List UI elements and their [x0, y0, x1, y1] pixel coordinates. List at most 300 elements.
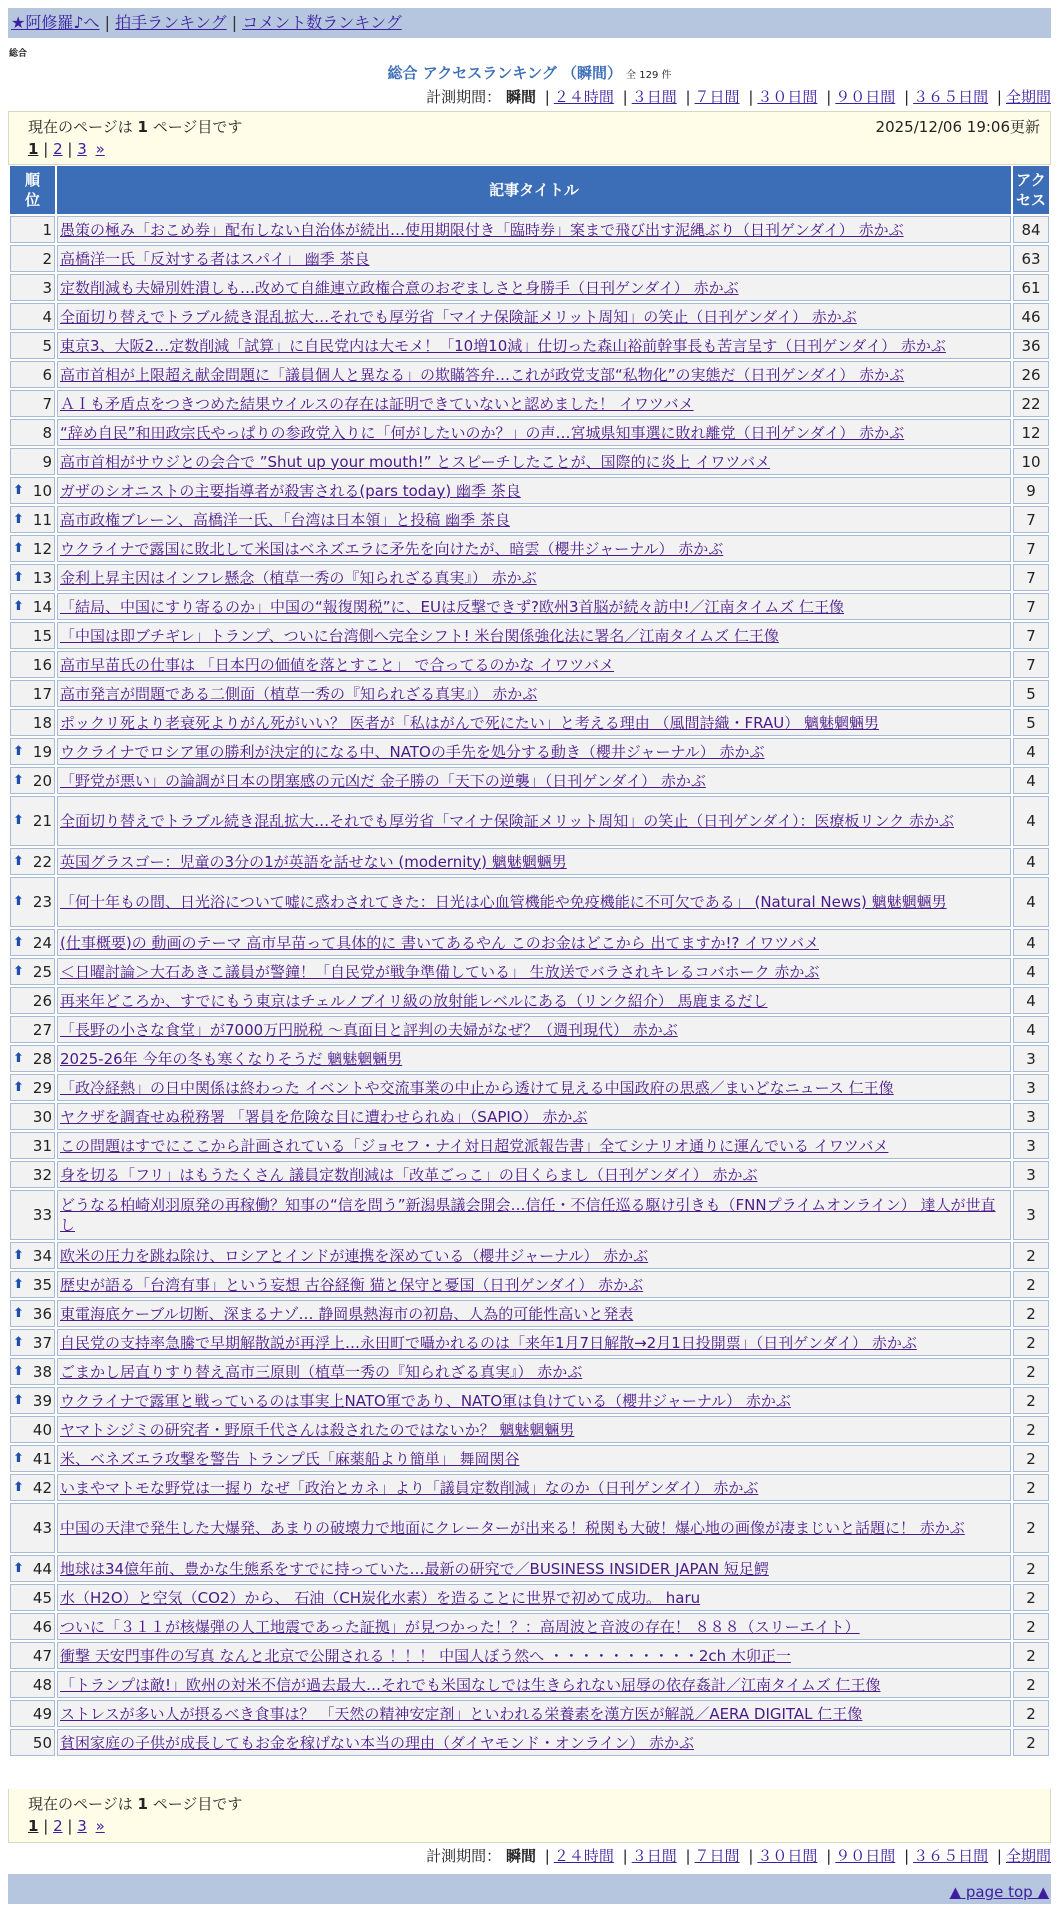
- table-row: [10, 987, 1049, 1014]
- article-link[interactable]: 高市早苗氏の仕事は 「日本円の価値を落とすこと」 で合ってるのかな イワツバメ: [60, 655, 615, 674]
- access-count: 10: [1013, 448, 1049, 475]
- up-arrow-icon: ⬆: [13, 934, 24, 950]
- title-cell: [57, 1016, 1011, 1043]
- access-count: 4: [1013, 796, 1049, 846]
- up-arrow-icon: ⬆: [13, 482, 24, 498]
- access-count: 61: [1013, 274, 1049, 301]
- title-cell: [57, 1503, 1011, 1553]
- title-cell: [57, 535, 1011, 562]
- access-count: 4: [1013, 767, 1049, 794]
- period-all-link[interactable]: 全期間: [1005, 1847, 1051, 1865]
- period-7d-link[interactable]: ７日間: [694, 88, 740, 106]
- ranking-title-row: [0, 62, 1059, 83]
- table-row: [10, 303, 1049, 330]
- up-arrow-icon: ⬆: [13, 1334, 24, 1350]
- access-count: 3: [1013, 1161, 1049, 1188]
- access-count: 3: [1013, 1103, 1049, 1130]
- title-cell: [57, 680, 1011, 707]
- rank-cell: [10, 1671, 55, 1698]
- article-link[interactable]: 全面切り替えでトラブル続き混乱拡大…それでも厚労省「マイナ保険証メリット周知」の笑止（日刊ゲンダイ） 赤かぶ: [60, 307, 857, 326]
- title-cell: [57, 361, 1011, 388]
- ranking-title: 総合 アクセスランキング （瞬間）: [387, 64, 623, 82]
- article-link[interactable]: 高市首相が上限超え献金問題に「議員個人と異なる」の欺瞞答弁…これが政党支部“私物化”の実態だ（日刊ゲンダイ） 赤かぶ: [60, 365, 905, 384]
- table-row: [10, 245, 1049, 272]
- current-page-text-bottom: 現在のページは 1 ページ目です: [28, 1795, 243, 1813]
- access-count: 2: [1013, 1300, 1049, 1327]
- up-arrow-icon: ⬆: [13, 1479, 24, 1495]
- page-next-link[interactable]: »: [95, 1817, 105, 1835]
- current-page-number: 1: [137, 118, 148, 136]
- table-row: [10, 1700, 1049, 1727]
- period-all-link[interactable]: 全期間: [1005, 88, 1051, 106]
- access-count: 4: [1013, 848, 1049, 875]
- home-link[interactable]: ★阿修羅♪へ: [11, 13, 100, 32]
- page-links-bottom: 1 | 2 | 3 »: [28, 1817, 105, 1835]
- article-link[interactable]: ＜日曜討論＞大石あきこ議員が警鐘！「自民党が戦争準備している」 生放送でバラされキレるコバホーク 赤かぶ: [60, 962, 820, 981]
- table-row: [10, 1613, 1049, 1640]
- rank-number: 36: [32, 1304, 52, 1323]
- period-90d-link[interactable]: ９０日間: [835, 88, 896, 106]
- period-label: 計測期間：: [426, 88, 502, 106]
- rank-number: 15: [32, 626, 52, 645]
- rank-cell: [10, 448, 55, 475]
- rank-number: 48: [32, 1675, 52, 1694]
- period-current: 瞬間: [505, 88, 536, 106]
- up-arrow-icon: ⬆: [13, 1305, 24, 1321]
- rank-number: 45: [32, 1588, 52, 1607]
- title-cell: [57, 506, 1011, 533]
- article-link[interactable]: ウクライナで露軍と戦っているのは事実上NATO軍であり、NATO軍は負けている（櫻井ジャーナル） 赤かぶ: [60, 1391, 791, 1410]
- rank-cell: [10, 1387, 55, 1414]
- rank-number: 19: [32, 742, 52, 761]
- title-cell: [57, 245, 1011, 272]
- article-link[interactable]: 愚策の極み「おこめ券」配布しない自治体が続出…使用期限付き「臨時券」案まで飛び出す泥縄ぶり（日刊ゲンダイ） 赤かぶ: [60, 220, 904, 239]
- rank-number: 24: [32, 933, 52, 952]
- table-row: [10, 1642, 1049, 1669]
- rank-number: 25: [32, 962, 52, 981]
- rank-cell: [10, 1242, 55, 1269]
- access-count: 3: [1013, 1074, 1049, 1101]
- article-link[interactable]: 東京3、大阪2…定数削減「試算」に自民党内は大モメ！「10増10減」仕切った森山裕前幹事長も苦言呈す（日刊ゲンダイ） 赤かぶ: [60, 336, 946, 355]
- title-cell: [57, 622, 1011, 649]
- title-cell: [57, 593, 1011, 620]
- article-link[interactable]: 定数削減も夫婦別姓潰しも…改めて自維連立政権合意のおぞましさと身勝手（日刊ゲンダイ） 赤かぶ: [60, 278, 739, 297]
- up-arrow-icon: ⬆: [13, 1450, 24, 1466]
- applause-ranking-link[interactable]: 拍手ランキング: [115, 13, 227, 32]
- article-link[interactable]: ごまかし居直りすり替え高市三原則（植草一秀の『知られざる真実』） 赤かぶ: [60, 1362, 583, 1381]
- up-arrow-icon: ⬆: [13, 569, 24, 585]
- rank-cell: [10, 1613, 55, 1640]
- title-cell: [57, 709, 1011, 736]
- rank-number: 23: [32, 893, 52, 911]
- page-link-3[interactable]: 3: [77, 140, 87, 158]
- page-link-3[interactable]: 3: [77, 1817, 87, 1835]
- access-count: 7: [1013, 564, 1049, 591]
- rank-number: 32: [32, 1165, 52, 1184]
- rank-cell: [10, 1416, 55, 1443]
- article-link[interactable]: 「長野の小さな食堂」が7000万円脱税 〜真面目と評判の夫婦がなぜ？（週刊現代） 赤かぶ: [60, 1020, 678, 1039]
- period-24h-link[interactable]: ２４時間: [553, 88, 614, 106]
- rank-number: 46: [32, 1617, 52, 1636]
- article-link[interactable]: 自民党の支持率急騰で早期解散説が再浮上…永田町で囁かれるのは「来年1月7日解散→2月1日投開票」（日刊ゲンダイ） 赤かぶ: [60, 1333, 917, 1352]
- access-count: 2: [1013, 1729, 1049, 1756]
- rank-cell: [10, 1016, 55, 1043]
- title-cell: [57, 1474, 1011, 1501]
- article-link[interactable]: 中国の天津で発生した大爆発、あまりの破壊力で地面にクレーターが出来る！税関も大破！爆心地の画像が凄まじいと話題に！ 赤かぶ: [60, 1519, 965, 1537]
- current-page-text: 現在のページは 1 ページ目です: [28, 118, 243, 136]
- rank-cell: [10, 332, 55, 359]
- period-24h-link[interactable]: ２４時間: [553, 1847, 614, 1865]
- article-link[interactable]: 高市政権ブレーン、高橋洋一氏、「台湾は日本領」と投稿 幽季 茶良: [60, 510, 510, 529]
- rank-cell: [10, 1474, 55, 1501]
- rank-number: 42: [32, 1478, 52, 1497]
- title-cell: [57, 1671, 1011, 1698]
- title-cell: [57, 1445, 1011, 1472]
- title-cell: [57, 1387, 1011, 1414]
- period-90d-link[interactable]: ９０日間: [835, 1847, 896, 1865]
- up-arrow-icon: ⬆: [13, 772, 24, 788]
- category-label: 総合: [9, 49, 28, 59]
- rank-number: 50: [32, 1733, 52, 1752]
- access-count: 3: [1013, 1190, 1049, 1240]
- table-row: [10, 738, 1049, 765]
- title-cell: [57, 1045, 1011, 1072]
- article-link[interactable]: ポックリ死より老衰死よりがん死がいい？ 医者が「私はがんで死にたい」と考える理由 （風間詩織・FRAU） 魑魅魍魎男: [60, 713, 879, 732]
- article-link[interactable]: ついに「３１１が核爆弾の人工地震であった証拠」が見つかった！？：高周波と音波の存在！ ８８８（スリーエイト）: [60, 1617, 860, 1636]
- rank-number: 12: [32, 539, 52, 558]
- rank-number: 30: [32, 1107, 52, 1126]
- table-row: [10, 796, 1049, 846]
- page-link-2[interactable]: 2: [53, 1817, 63, 1835]
- page-link-1[interactable]: 1: [28, 1817, 39, 1835]
- period-7d-link[interactable]: ７日間: [694, 1847, 740, 1865]
- pager-top: [8, 111, 1051, 165]
- article-link[interactable]: いまやマトモな野党は一握り なぜ「政治とカネ」より「議員定数削減」なのか（日刊ゲンダイ） 赤かぶ: [60, 1478, 759, 1497]
- article-link[interactable]: 高市首相がサウジとの会合で ”Shut up your mouth!” とスピーチしたことが、国際的に炎上 イワツバメ: [60, 452, 771, 471]
- article-link[interactable]: ウクライナで露国に敗北して米国はベネズエラに矛先を向けたが、暗雲（櫻井ジャーナル） 赤かぶ: [60, 539, 724, 558]
- access-count: 2: [1013, 1584, 1049, 1611]
- rank-number: 31: [32, 1136, 52, 1155]
- rank-number: 44: [32, 1559, 52, 1578]
- rank-number: 29: [32, 1078, 52, 1097]
- table-row: [10, 848, 1049, 875]
- page-link-2[interactable]: 2: [53, 140, 63, 158]
- rank-number: 3: [42, 278, 52, 297]
- rank-number: 10: [32, 481, 52, 500]
- comment-ranking-link[interactable]: コメント数ランキング: [242, 13, 402, 32]
- access-count: 26: [1013, 361, 1049, 388]
- article-link[interactable]: この問題はすでにここから計画されている「ジョセフ・ナイ対日超党派報告書」全てシナリオ通りに運んでいる イワツバメ: [60, 1136, 889, 1155]
- rank-cell: [10, 1190, 55, 1240]
- table-row: [10, 1300, 1049, 1327]
- article-link[interactable]: 高市発言が問題である二側面（植草一秀の『知られざる真実』） 赤かぶ: [60, 684, 538, 703]
- table-row: [10, 1387, 1049, 1414]
- article-link[interactable]: 「政冷経熱」の日中関係は終わった イベントや交流事業の中止から透けて見える中国政府の思惑／まいどなニュース 仁王像: [60, 1078, 894, 1097]
- rank-cell: [10, 1555, 55, 1582]
- article-link[interactable]: 再来年どころか、すでにもう東京はチェルノブイリ級の放射能レベルにある（リンク紹介） 馬鹿まるだし: [60, 991, 768, 1010]
- rank-number: 9: [42, 452, 52, 471]
- rank-cell: [10, 1103, 55, 1130]
- title-cell: [57, 1242, 1011, 1269]
- rank-cell: [10, 1358, 55, 1385]
- up-arrow-icon: ⬆: [13, 1247, 24, 1263]
- rank-cell: [10, 1329, 55, 1356]
- table-row: [10, 477, 1049, 504]
- table-row: [10, 1132, 1049, 1159]
- title-cell: [57, 877, 1011, 927]
- rank-number: 38: [32, 1362, 52, 1381]
- rank-cell: [10, 1161, 55, 1188]
- rank-cell: [10, 1300, 55, 1327]
- article-link[interactable]: 「野党が悪い」の論調が日本の閉塞感の元凶だ 金子勝の「天下の逆襲」（日刊ゲンダイ） 赤かぶ: [60, 771, 706, 790]
- access-count: 2: [1013, 1242, 1049, 1269]
- access-count: 2: [1013, 1700, 1049, 1727]
- rank-cell: [10, 796, 55, 846]
- article-link[interactable]: “辞め自民”和田政宗氏やっぱりの参政党入りに「何がしたいのか？」の声…宮城県知事選に敗れ離党（日刊ゲンダイ） 赤かぶ: [60, 423, 905, 442]
- rank-number: 43: [32, 1519, 52, 1537]
- article-link[interactable]: 金利上昇主因はインフレ懸念（植草一秀の『知られざる真実』） 赤かぶ: [60, 568, 537, 587]
- access-count: 4: [1013, 929, 1049, 956]
- access-count: 7: [1013, 651, 1049, 678]
- table-row: [10, 929, 1049, 956]
- nav-separator: |: [231, 13, 238, 32]
- pager-bottom: [8, 1789, 1051, 1843]
- up-arrow-icon: ⬆: [13, 1079, 24, 1095]
- table-row: [10, 1190, 1049, 1240]
- title-cell: [57, 651, 1011, 678]
- title-cell: [57, 448, 1011, 475]
- period-30d-link[interactable]: ３０日間: [757, 1847, 818, 1865]
- access-count: 12: [1013, 419, 1049, 446]
- access-count: 84: [1013, 216, 1049, 243]
- rank-number: 11: [32, 510, 52, 529]
- rank-number: 17: [32, 684, 52, 703]
- up-arrow-icon: ⬆: [13, 813, 24, 828]
- access-count: 9: [1013, 477, 1049, 504]
- title-cell: [57, 1271, 1011, 1298]
- table-row: [10, 1271, 1049, 1298]
- table-row: [10, 1242, 1049, 1269]
- access-count: 7: [1013, 622, 1049, 649]
- title-cell: [57, 303, 1011, 330]
- table-row: [10, 361, 1049, 388]
- access-count: 4: [1013, 958, 1049, 985]
- period-365d-link[interactable]: ３６５日間: [913, 88, 989, 106]
- article-link[interactable]: 水（H2O）と空気（CO2）から、 石油（CH炭化水素）を造ることに世界で初めて成功。 haru: [60, 1588, 701, 1607]
- access-count: 2: [1013, 1642, 1049, 1669]
- table-row: [10, 958, 1049, 985]
- article-link[interactable]: 「結局、中国にすり寄るのか」中国の“報復関税”に、EUは反撃できず?欧州3首脳が続々訪中!／江南タイムズ 仁王像: [60, 597, 844, 616]
- title-cell: [57, 274, 1011, 301]
- rank-cell: [10, 477, 55, 504]
- article-link[interactable]: ヤマトシジミの研究者・野原千代さんは殺されたのではないか？ 魑魅魍魎男: [60, 1420, 575, 1439]
- rank-cell: [10, 877, 55, 927]
- col-access-header: アクセス: [1013, 166, 1049, 214]
- rank-number: 41: [32, 1449, 52, 1468]
- title-cell: [57, 987, 1011, 1014]
- table-row: [10, 1416, 1049, 1443]
- article-link[interactable]: 全面切り替えでトラブル続き混乱拡大…それでも厚労省「マイナ保険証メリット周知」の笑止（日刊ゲンダイ）：医療板リンク 赤かぶ: [60, 812, 954, 830]
- access-count: 4: [1013, 738, 1049, 765]
- rank-number: 27: [32, 1020, 52, 1039]
- rank-cell: [10, 361, 55, 388]
- article-link[interactable]: ガザのシオニストの主要指導者が殺害される(pars today) 幽季 茶良: [60, 481, 521, 500]
- rank-number: 1: [42, 220, 52, 239]
- article-link[interactable]: 地球は34億年前、豊かな生態系をすでに持っていた…最新の研究で／BUSINESS INSIDER JAPAN 短足鰐: [60, 1559, 769, 1578]
- top-nav-bar: [8, 8, 1051, 38]
- title-cell: [57, 477, 1011, 504]
- title-cell: [57, 390, 1011, 417]
- table-row: [10, 1329, 1049, 1356]
- table-row: [10, 622, 1049, 649]
- table-row: [10, 419, 1049, 446]
- article-link[interactable]: ヤクザを調査せぬ税務署 「署員を危険な目に遭わせられぬ」（SAPIO） 赤かぶ: [60, 1107, 588, 1126]
- article-link[interactable]: 米、ベネズエラ攻撃を警告 トランプ氏「麻薬船より簡単」 舞岡関谷: [60, 1449, 520, 1468]
- article-link[interactable]: 「中国は即ブチギレ」トランプ、ついに台湾側へ完全シフト! 米台関係強化法に署名／江南タイムズ 仁王像: [60, 626, 779, 645]
- table-row: [10, 506, 1049, 533]
- table-row: [10, 216, 1049, 243]
- table-row: [10, 1074, 1049, 1101]
- rank-number: 26: [32, 991, 52, 1010]
- article-link[interactable]: 東電海底ケーブル切断、深まるナゾ… 静岡県熱海市の初島、人為的可能性高いと発表: [60, 1304, 634, 1323]
- title-cell: [57, 929, 1011, 956]
- rank-cell: [10, 245, 55, 272]
- rank-cell: [10, 1700, 55, 1727]
- rank-number: 2: [42, 249, 52, 268]
- table-row: [10, 274, 1049, 301]
- article-link[interactable]: 衝撃 天安門事件の写真 なんと北京で公開される ！！！ 中国人ぼう然へ ・・・・・・・・・・2ch 木卯正一: [60, 1646, 791, 1665]
- table-row: [10, 767, 1049, 794]
- rank-cell: [10, 303, 55, 330]
- article-link[interactable]: (仕事概要)の 動画のテーマ 高市早苗って具体的に 書いてあるやん このお金はどこから 出てますか!? イワツバメ: [60, 933, 819, 952]
- title-cell: [57, 564, 1011, 591]
- rank-number: 33: [32, 1206, 52, 1224]
- article-link[interactable]: 「何十年もの間、日光浴について嘘に惑わされてきた：日光は心血管機能や免疫機能に不可欠である」 (Natural News) 魑魅魍魎男: [60, 893, 947, 911]
- article-link[interactable]: 身を切る「フリ」はもうたくさん 議員定数削減は「改革ごっこ」の目くらまし（日刊ゲンダイ） 赤かぶ: [60, 1165, 758, 1184]
- page-link-1[interactable]: 1: [28, 140, 39, 158]
- period-selector-bottom: 計測期間： 瞬間 | ２４時間 | ３日間 | ７日間 | ３０日間 | ９０日間 | ３６５日間 | 全期間: [426, 1847, 1051, 1865]
- rank-cell: [10, 680, 55, 707]
- rank-cell: [10, 564, 55, 591]
- table-row: [10, 1555, 1049, 1582]
- page-top-link[interactable]: ▲ page top ▲: [949, 1883, 1049, 1901]
- title-cell: [57, 1103, 1011, 1130]
- rank-cell: [10, 709, 55, 736]
- rank-number: 20: [32, 771, 52, 790]
- access-count: 22: [1013, 390, 1049, 417]
- article-link[interactable]: 2025-26年 今年の冬も寒くなりそうだ 魑魅魍魎男: [60, 1049, 403, 1068]
- access-count: 2: [1013, 1671, 1049, 1698]
- table-row: [10, 1474, 1049, 1501]
- title-cell: [57, 1161, 1011, 1188]
- rank-number: 28: [32, 1049, 52, 1068]
- rank-number: 21: [32, 812, 52, 830]
- access-count: 2: [1013, 1474, 1049, 1501]
- article-link[interactable]: ウクライナでロシア軍の勝利が決定的になる中、NATOの手先を処分する動き（櫻井ジャーナル） 赤かぶ: [60, 742, 765, 761]
- rank-cell: [10, 929, 55, 956]
- table-row: [10, 651, 1049, 678]
- page-next-link[interactable]: »: [95, 140, 105, 158]
- rank-number: 39: [32, 1391, 52, 1410]
- rank-number: 34: [32, 1246, 52, 1265]
- period-selector-top: 計測期間： 瞬間 | ２４時間 | ３日間 | ７日間 | ３０日間 | ９０日間 | ３６５日間 | 全期間: [426, 88, 1051, 106]
- table-row: [10, 1045, 1049, 1072]
- rank-cell: [10, 1271, 55, 1298]
- up-arrow-icon: ⬆: [13, 743, 24, 759]
- article-link[interactable]: 「トランプは敵!」欧州の対米不信が過去最大…それでも米国なしでは生きられない屈辱の依存姦計／江南タイムズ 仁王像: [60, 1675, 881, 1694]
- access-count: 5: [1013, 709, 1049, 736]
- rank-cell: [10, 1642, 55, 1669]
- up-arrow-icon: ⬆: [13, 894, 24, 909]
- rank-number: 5: [42, 336, 52, 355]
- access-count: 2: [1013, 1613, 1049, 1640]
- access-count: 2: [1013, 1387, 1049, 1414]
- period-30d-link[interactable]: ３０日間: [757, 88, 818, 106]
- rank-cell: [10, 1132, 55, 1159]
- title-cell: [57, 1729, 1011, 1756]
- table-row: [10, 1729, 1049, 1756]
- period-3d-link[interactable]: ３日間: [631, 88, 677, 106]
- rank-cell: [10, 1503, 55, 1553]
- access-count: 4: [1013, 987, 1049, 1014]
- access-count: 7: [1013, 535, 1049, 562]
- article-link[interactable]: どうなる柏崎刈羽原発の再稼働？知事の“信を問う”新潟県議会開会…信任・不信任巡る駆け引きも（FNNプライムオンライン） 達人が世直し: [60, 1196, 996, 1234]
- title-cell: [57, 419, 1011, 446]
- article-link[interactable]: ＡＩも矛盾点をつきつめた結果ウイルスの存在は証明できていないと認めました！ イワツバメ: [60, 394, 694, 413]
- rank-number: 47: [32, 1646, 52, 1665]
- rank-cell: [10, 987, 55, 1014]
- rank-cell: [10, 1584, 55, 1611]
- table-row: [10, 877, 1049, 927]
- article-link[interactable]: 欧米の圧力を跳ね除け、ロシアとインドが連携を深めている（櫻井ジャーナル） 赤かぶ: [60, 1246, 649, 1265]
- title-cell: [57, 332, 1011, 359]
- article-link[interactable]: 英国グラスゴー：児童の3分の1が英語を話せない (modernity) 魑魅魍魎男: [60, 852, 567, 871]
- title-cell: [57, 1358, 1011, 1385]
- rank-cell: [10, 1045, 55, 1072]
- period-365d-link[interactable]: ３６５日間: [913, 1847, 989, 1865]
- rank-number: 7: [42, 394, 52, 413]
- table-row: [10, 390, 1049, 417]
- title-cell: [57, 767, 1011, 794]
- up-arrow-icon: ⬆: [13, 1050, 24, 1066]
- rank-cell: [10, 390, 55, 417]
- nav-separator: |: [104, 13, 111, 32]
- rank-cell: [10, 651, 55, 678]
- access-count: 4: [1013, 1016, 1049, 1043]
- col-rank-header: 順位: [10, 166, 55, 214]
- article-link[interactable]: 歴史が語る「台湾有事」という妄想 古谷経衡 猫と保守と憂国（日刊ゲンダイ） 赤かぶ: [60, 1275, 644, 1294]
- article-link[interactable]: ストレスが多い人が摂るべき食事は？ 「天然の精神安定剤」といわれる栄養素を漢方医が解説／AERA DIGITAL 仁王像: [60, 1704, 863, 1723]
- table-row: [10, 1671, 1049, 1698]
- table-row: [10, 1161, 1049, 1188]
- rank-cell: [10, 767, 55, 794]
- article-link[interactable]: 高橋洋一氏「反対する者はスパイ」 幽季 茶良: [60, 249, 370, 268]
- article-link[interactable]: 貧困家庭の子供が成長してもお金を稼げない本当の理由（ダイヤモンド・オンライン） 赤かぶ: [60, 1733, 695, 1752]
- rank-cell: [10, 622, 55, 649]
- table-row: [10, 448, 1049, 475]
- col-title-header: 記事タイトル: [57, 166, 1011, 214]
- title-cell: [57, 1613, 1011, 1640]
- access-count: 63: [1013, 245, 1049, 272]
- access-count: 5: [1013, 680, 1049, 707]
- rank-number: 6: [42, 365, 52, 384]
- updated-timestamp: 2025/12/06 19:06更新: [875, 118, 1040, 136]
- ranking-table: [8, 164, 1051, 1758]
- up-arrow-icon: ⬆: [13, 1392, 24, 1408]
- period-3d-link[interactable]: ３日間: [631, 1847, 677, 1865]
- access-count: 46: [1013, 303, 1049, 330]
- access-count: 4: [1013, 877, 1049, 927]
